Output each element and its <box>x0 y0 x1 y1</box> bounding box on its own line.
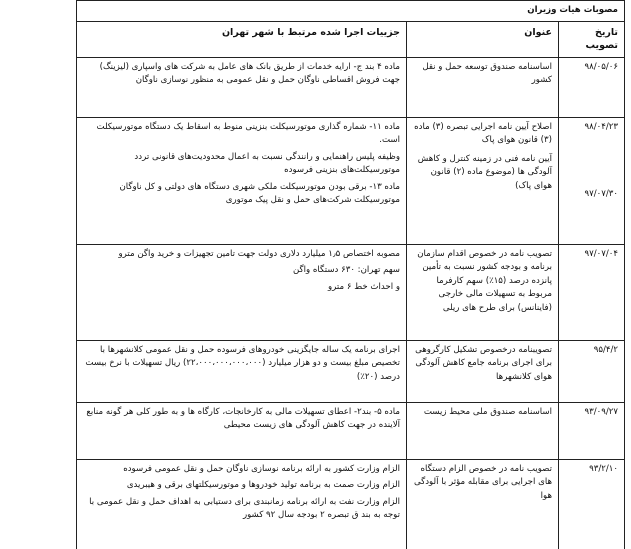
header-title: عنوان <box>407 21 559 57</box>
resolution-title: اساسنامه صندوق توسعه حمل و نقل کشور <box>422 61 552 85</box>
resolution-title: تصویبنامه درخصوص تشکیل کارگروهی برای اجرای برنامه جامع کاهش آلودگی هوای کلانشهرها <box>415 344 552 382</box>
detail-paragraph: الزام وزارت نفت به ارائه برنامه زمانبندی برای دستیابی به اهداف حمل و نقل عمومی با توجه به بند ق تبصره ۲ بودجه سال ۹۲ کشور <box>89 496 400 520</box>
approval-date: ۹۸/۰۴/۲۳ <box>584 121 618 132</box>
header-row <box>77 21 625 57</box>
detail-paragraph: ماده ۵- بند۲- اعطای تسهیلات مالی به کارخانجات، کارگاه ها و به طور کلی هر گونه منابع آلاینده در جهت کاهش آلودگی های زیست محیطی <box>86 406 400 430</box>
table-title: مصوبات هیات وزیران <box>77 1 625 22</box>
table-row <box>77 459 625 549</box>
details-cell <box>77 340 407 402</box>
detail-paragraph: الزام وزارت صمت به برنامه تولید خودروها و موتورسیکلتهای برقی و هیبریدی <box>126 480 400 490</box>
date-cell <box>559 117 625 244</box>
header-date: تاریخ تصویب <box>559 21 625 57</box>
detail-paragraph: اجرای برنامه یک ساله جایگزینی خودروهای فرسوده حمل و نقل عمومی کلانشهرها با تخصیص مبلغ بیست و دو هزار میلیارد (۲۲،۰۰۰،۰۰۰،۰۰۰،۰۰۰) ریال تسهیلات با نرخ بیست درصد (۲۰٪) <box>85 344 400 382</box>
title-cell <box>407 117 559 244</box>
table-row <box>77 402 625 459</box>
resolution-title: تصویب نامه در خصوص الزام دستگاه های اجرایی برای مقابله مؤثر با آلودگی هوا <box>413 463 552 501</box>
approval-date: ۹۷/۰۷/۳۰ <box>584 189 618 199</box>
table-row <box>77 117 625 244</box>
title-cell <box>407 459 559 549</box>
detail-paragraph: ماده ۴ بند ج- ارایه خدمات از طریق بانک های عامل به شرکت های واسپاری (لیزینگ) جهت فروش اقساطی ناوگان حمل و نقل عمومی به منظور نوسازی ناوگان <box>99 61 400 85</box>
detail-paragraph: سهم تهران: ۶۳۰ دستگاه واگن <box>292 265 400 275</box>
approval-date: ۹۸/۰۵/۰۶ <box>584 61 618 72</box>
detail-paragraph: الزام وزارت کشور به ارائه برنامه نوسازی ناوگان حمل و نقل عمومی فرسوده <box>123 463 400 474</box>
date-cell <box>559 340 625 402</box>
detail-paragraph: ماده ۱۱- شماره گذاری موتورسیکلت بنزینی منوط به اسقاط یک دستگاه موتورسیکلت است. <box>96 121 400 145</box>
detail-paragraph: مصوبه اختصاص ۱٫۵ میلیارد دلاری دولت جهت تامین تجهیزات و خرید واگن مترو <box>118 248 400 259</box>
approval-date: ۹۷/۰۷/۰۴ <box>584 248 618 259</box>
detail-paragraph: وظیفه پلیس راهنمایی و رانندگی نسبت به اعمال محدودیت‌های قانونی تردد موتورسیکلت‌های بنزینی فرسوده <box>134 151 400 175</box>
detail-paragraph: ماده ۱۳- برقی بودن موتورسیکلت ملکی شهری دستگاه های دولتی و کل ناوگان موتورسیکلت شرکت‌های حمل و نقل پیک موتوری <box>119 181 400 205</box>
resolution-title: آیین نامه فنی در زمینه کنترل و کاهش آلودگی ها (موضوع ماده (۲) قانون هوای پاک) <box>417 153 552 191</box>
table-row <box>77 57 625 117</box>
resolution-title: اصلاح آیین نامه اجرایی تبصره (۳) ماده (۳) قانون هوای پاک <box>414 121 552 145</box>
date-cell <box>559 244 625 340</box>
details-cell <box>77 117 407 244</box>
detail-paragraph: و احداث خط ۶ مترو <box>328 281 400 292</box>
table-row <box>77 244 625 340</box>
title-cell <box>407 244 559 340</box>
details-cell <box>77 402 407 459</box>
header-details: جزییات اجرا شده مرتبط با شهر تهران <box>77 21 407 57</box>
title-cell <box>407 402 559 459</box>
resolution-title: اساسنامه صندوق ملی محیط زیست <box>423 406 552 417</box>
approval-date: ۹۵/۴/۲ <box>593 344 618 355</box>
details-cell <box>77 244 407 340</box>
cabinet-resolutions-table <box>76 0 625 549</box>
table-row <box>77 340 625 402</box>
date-cell <box>559 402 625 459</box>
details-cell <box>77 57 407 117</box>
date-cell <box>559 459 625 549</box>
approval-date: ۹۳/۰۹/۲۷ <box>584 406 618 417</box>
approval-date: ۹۳/۲/۱۰ <box>589 463 618 474</box>
date-cell <box>559 57 625 117</box>
title-cell <box>407 340 559 402</box>
title-cell <box>407 57 559 117</box>
details-cell <box>77 459 407 549</box>
resolution-title: تصویب نامه در خصوص اقدام سازمان برنامه و بودجه کشور نسبت به تأمین پانزده درصد (۱۵٪) سهم کارفرما مربوط به تسهیلات مالی خارجی (فاینانس) برای طرح های ریلی <box>417 248 552 313</box>
